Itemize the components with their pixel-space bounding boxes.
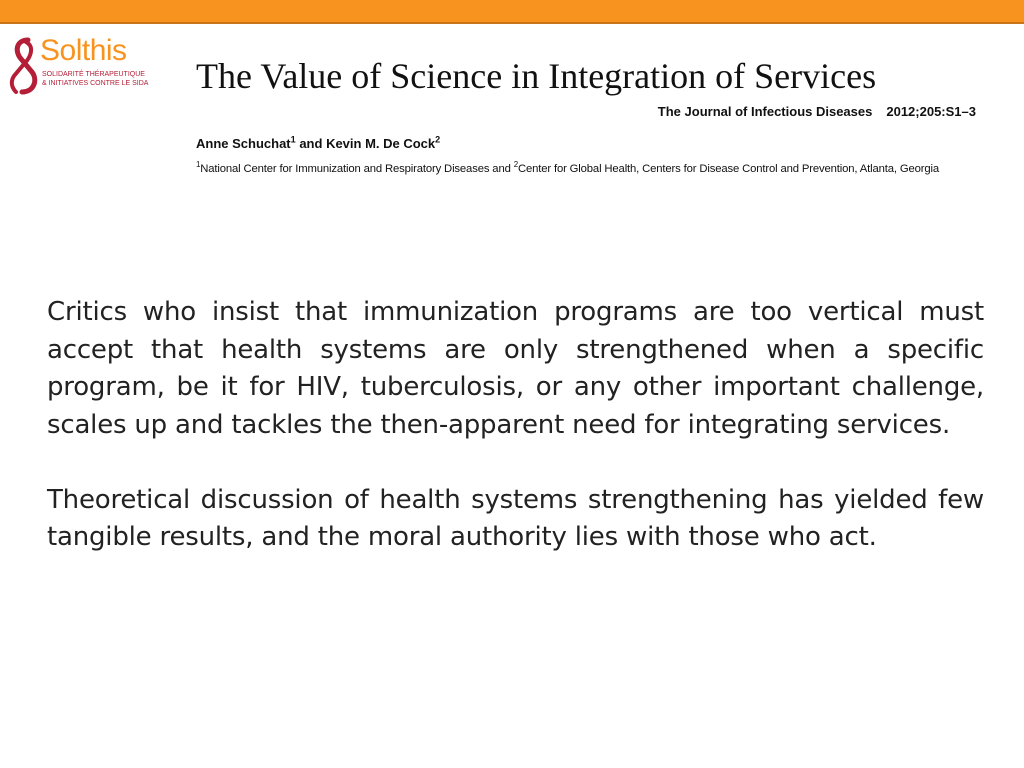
logo-tagline xyxy=(42,70,148,88)
author-mark: 2 xyxy=(435,134,441,145)
solthis-logo xyxy=(8,34,158,96)
author-name: Anne Schuchat xyxy=(196,136,291,151)
ribbon-icon xyxy=(8,36,38,96)
affiliation-mark: 2 xyxy=(513,160,518,170)
author-mark: 1 xyxy=(290,134,296,145)
journal-name: The Journal of Infectious Diseases xyxy=(657,104,873,119)
logo-name: Solthis xyxy=(40,34,127,67)
citation-text: 2012;205:S1–3 xyxy=(886,104,976,119)
body-paragraph: Theoretical discussion of health systems strengthening has yielded few tangible results, and the moral authority lies with those who act. xyxy=(47,484,984,552)
top-accent-bar xyxy=(0,0,1024,24)
article-title: The Value of Science in Integration of Services xyxy=(196,56,877,96)
logo-tagline-line1: SOLIDARITÉ THÉRAPEUTIQUE xyxy=(42,71,145,78)
affiliation-mark: 1 xyxy=(196,160,201,170)
journal-citation xyxy=(658,104,976,119)
body-paragraph: Critics who insist that immunization programs are too vertical must accept that health systems are only strengthened when a specific program, be it for HIV, tuberculosis, or any other important challenge, scales up and tackles the then-apparent need for integrating services. xyxy=(47,297,984,440)
affiliation-text: Center for Global Health, Centers for Disease Control and Prevention, Atlanta, Georgia xyxy=(517,163,939,175)
affiliation-line xyxy=(196,160,996,175)
author-name: Kevin M. De Cock xyxy=(326,136,436,151)
logo-tagline-line2: & INITIATIVES CONTRE LE SIDA xyxy=(42,80,149,87)
author-list xyxy=(196,136,440,151)
author-joiner: and xyxy=(299,136,323,151)
slide-body xyxy=(47,294,984,557)
affiliation-text: National Center for Immunization and Respiratory Diseases and xyxy=(200,163,514,175)
